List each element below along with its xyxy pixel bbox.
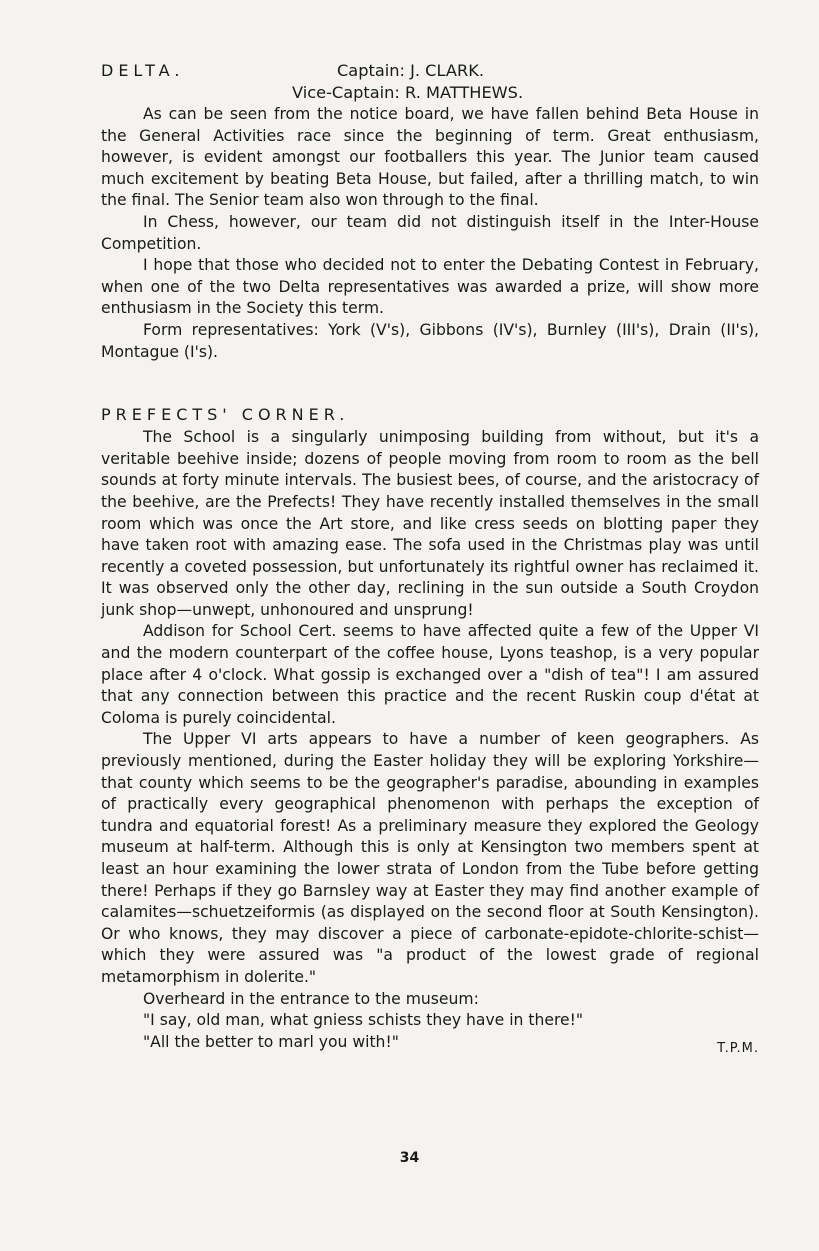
section-spacer bbox=[101, 363, 759, 404]
delta-paragraph: Form representatives: York (V's), Gibbons (IV's), Burnley (III's), Drain (II's), Montague (I's). bbox=[101, 320, 759, 361]
delta-paragraph: As can be seen from the notice board, we have fallen behind Beta House in the General Activities race since the beginning of term. Great enthusiasm, however, is evident amongst our footballers this year. The Junior team caused much excitement by beating Beta House, but failed, after a thrilling match, to win the final. The Senior team also won through to the final. bbox=[101, 105, 759, 210]
page-number: 34 bbox=[399, 1150, 420, 1166]
closing-row bbox=[101, 1032, 759, 1054]
quote-line: "I say, old man, what gniess schists they have in there!" bbox=[143, 1011, 584, 1030]
delta-captain: Captain: J. CLARK. bbox=[337, 61, 484, 80]
author-initials: T.P.M. bbox=[717, 1040, 759, 1056]
prefects-corner-title: PREFECTS' CORNER. bbox=[101, 405, 350, 425]
delta-paragraph: In Chess, however, our team did not distinguish itself in the Inter-House Competition. bbox=[101, 212, 759, 253]
prefects-paragraph: The School is a singularly unimposing building from without, but it's a veritable beehive inside; dozens of people moving from room to room as the bell sounds at forty minute intervals. The busiest bees, of course, and the aristocracy of the beehive, are the Prefects! They have recently installed themselves in the small room which was once the Art store, and like cress seeds on blotting paper they have taken root with amazing ease. The sofa used in the Christmas play was until recently a coveted possession, but unfortunately its rightful owner has reclaimed it. It was observed only the other day, reclining in the sun outside a South Croydon junk shop—unwept, unhonoured and unsprung! bbox=[101, 428, 759, 619]
prefects-paragraph: The Upper VI arts appears to have a number of keen geographers. As previously mentioned, during the Easter holiday they will be exploring Yorkshire—that county which seems to be the geographer's paradise, abounding in examples of practically every geographical phenomenon with perhaps the exception of tundra and equatorial forest! As a preliminary measure they explored the Geology museum at half-term. Although this is only at Kensington two members spent at least an hour examining the lower strata of London from the Tube before getting there! Perhaps if they go Barnsley way at Easter they may find another example of calamites—schuetzeiformis (as displayed on the second floor at South Kensington). Or who knows, they may discover a piece of carbonate-epidote-chlorite-schist—which they were assured was "a product of the lowest grade of regional metamorphism in dolerite." bbox=[101, 730, 759, 986]
page-content bbox=[101, 60, 759, 1054]
delta-vice-captain: Vice-Captain: R. MATTHEWS. bbox=[292, 83, 524, 102]
prefects-paragraph: Addison for School Cert. seems to have affected quite a few of the Upper VI and the modern counterpart of the coffee house, Lyons teashop, is a very popular place after 4 o'clock. What gossip is exchanged over a "dish of tea"! I am assured that any connection between this practice and the recent Ruskin coup d'état at Coloma is purely coincidental. bbox=[101, 622, 759, 727]
delta-paragraph: I hope that those who decided not to enter the Debating Contest in February, when one of the two Delta representatives was awarded a prize, will show more enthusiasm in the Society this term. bbox=[101, 256, 759, 318]
quote-line: "All the better to marl you with!" bbox=[143, 1032, 399, 1051]
delta-header bbox=[101, 60, 759, 82]
prefects-paragraph: Overheard in the entrance to the museum: bbox=[143, 989, 479, 1008]
delta-title: DELTA. bbox=[101, 61, 185, 80]
